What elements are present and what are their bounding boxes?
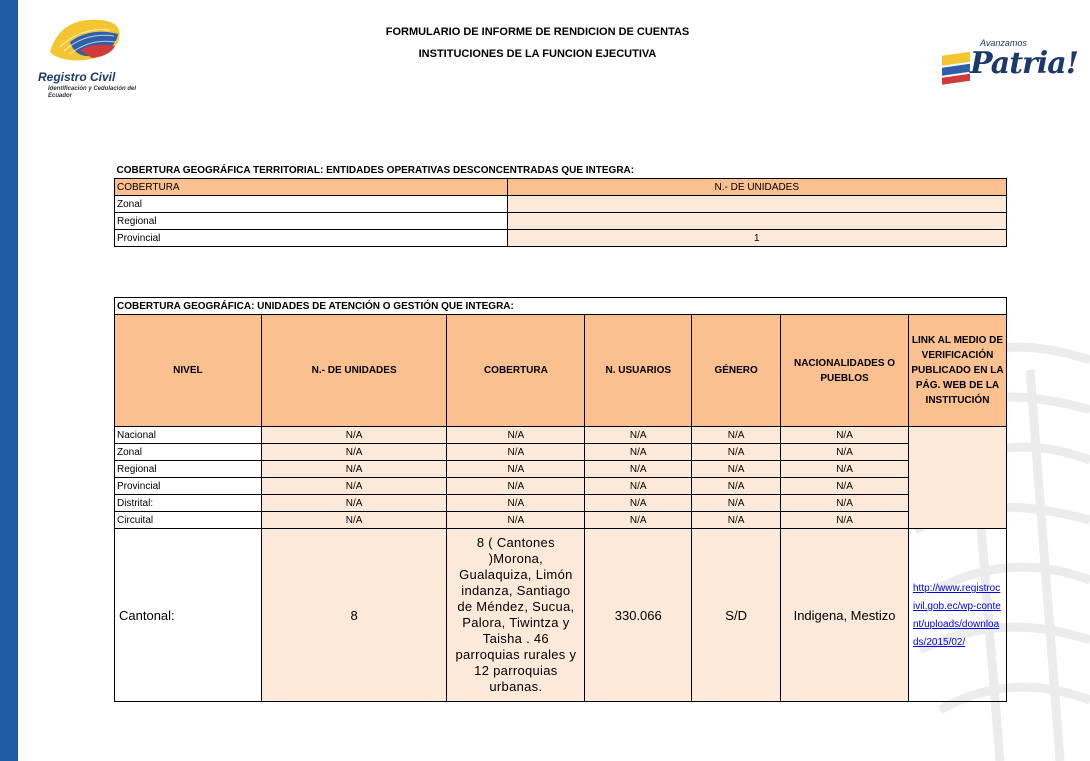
territorial-coverage-table <box>114 162 1007 247</box>
table-row <box>115 512 1007 529</box>
cell-genero: N/A <box>692 461 781 478</box>
cell-cobertura: N/A <box>447 461 585 478</box>
cell-nacionalidades: N/A <box>781 461 909 478</box>
table-row <box>115 444 1007 461</box>
table-row <box>115 196 1007 213</box>
cell-usuarios: N/A <box>585 444 692 461</box>
cell-genero: N/A <box>692 444 781 461</box>
header-nivel: NIVEL <box>115 315 262 427</box>
table-title-row <box>115 162 1007 179</box>
cell-usuarios: N/A <box>585 495 692 512</box>
table-row <box>115 461 1007 478</box>
registro-civil-logo <box>30 12 140 102</box>
header-cobertura: COBERTURA <box>447 315 585 427</box>
cell-unidades: N/A <box>261 512 447 529</box>
avanzamos-patria-logo <box>938 34 1078 89</box>
table-row <box>115 213 1007 230</box>
cell-link <box>908 529 1006 702</box>
cell-unidades: N/A <box>261 427 447 444</box>
table-row <box>115 495 1007 512</box>
cell-usuarios: N/A <box>585 478 692 495</box>
cell-usuarios: N/A <box>585 461 692 478</box>
cell-nivel: Zonal <box>115 444 262 461</box>
row-label: Zonal <box>115 196 508 213</box>
cell-genero: N/A <box>692 427 781 444</box>
cell-cobertura: N/A <box>447 427 585 444</box>
table-title-row <box>115 298 1007 315</box>
cell-nacionalidades: N/A <box>781 512 909 529</box>
table-header-row <box>115 315 1007 427</box>
cell-unidades: N/A <box>261 461 447 478</box>
registro-civil-emblem-icon <box>30 12 140 72</box>
cell-nivel: Circuital <box>115 512 262 529</box>
cell-cobertura: N/A <box>447 444 585 461</box>
cell-genero: S/D <box>692 529 781 702</box>
avanzamos-text: Avanzamos <box>980 38 1027 48</box>
row-label: Provincial <box>115 230 508 247</box>
cell-nacionalidades: N/A <box>781 478 909 495</box>
cell-link-empty <box>908 427 1006 529</box>
table-row <box>115 478 1007 495</box>
row-label: Regional <box>115 213 508 230</box>
cell-unidades: N/A <box>261 444 447 461</box>
cell-genero: N/A <box>692 512 781 529</box>
attention-units-table <box>114 297 1007 702</box>
cell-usuarios: 330.066 <box>585 529 692 702</box>
cell-unidades: N/A <box>261 495 447 512</box>
flag-stripes-icon <box>940 48 974 98</box>
header-cobertura: COBERTURA <box>115 179 508 196</box>
cell-unidades: 8 <box>261 529 447 702</box>
attention-units-title: COBERTURA GEOGRÁFICA: UNIDADES DE ATENCIÓN O GESTIÓN QUE INTEGRA: <box>115 298 1007 315</box>
cell-nivel: Regional <box>115 461 262 478</box>
cell-nacionalidades: N/A <box>781 427 909 444</box>
left-accent-bar <box>0 0 18 761</box>
cell-cobertura: N/A <box>447 478 585 495</box>
verification-link[interactable]: http://www.registrocivil.gob.ec/wp-content/uploads/downloads/2015/02/ <box>912 583 1001 648</box>
cell-nacionalidades: Indigena, Mestizo <box>781 529 909 702</box>
form-title: FORMULARIO DE INFORME DE RENDICION DE CUENTAS <box>385 26 690 38</box>
table-row <box>115 230 1007 247</box>
cell-nacionalidades: N/A <box>781 495 909 512</box>
cell-cobertura: N/A <box>447 495 585 512</box>
header-num-unidades: N.- DE UNIDADES <box>261 315 447 427</box>
row-value: 1 <box>507 230 1006 247</box>
form-subtitle: INSTITUCIONES DE LA FUNCION EJECUTIVA <box>418 48 657 60</box>
territorial-coverage-title: COBERTURA GEOGRÁFICA TERRITORIAL: ENTIDADES OPERATIVAS DESCONCENTRADAS QUE INTEGRA: <box>116 164 635 176</box>
cell-nivel: Nacional <box>115 427 262 444</box>
header-num-unidades: N.- DE UNIDADES <box>507 179 1006 196</box>
header-num-usuarios: N. USUARIOS <box>585 315 692 427</box>
cell-usuarios: N/A <box>585 427 692 444</box>
cell-genero: N/A <box>692 495 781 512</box>
header-link: LINK AL MEDIO DE VERIFICACIÓN PUBLICADO EN LA PÁG. WEB DE LA INSTITUCIÓN <box>908 315 1006 427</box>
header-genero: GÉNERO <box>692 315 781 427</box>
cell-nivel: Provincial <box>115 478 262 495</box>
cell-nivel: Cantonal: <box>115 529 262 702</box>
cell-nacionalidades: N/A <box>781 444 909 461</box>
cell-nivel: Distrital: <box>115 495 262 512</box>
cell-unidades: N/A <box>261 478 447 495</box>
cell-usuarios: N/A <box>585 512 692 529</box>
table-row-cantonal <box>115 529 1007 702</box>
cell-genero: N/A <box>692 478 781 495</box>
row-value <box>507 213 1006 230</box>
row-value <box>507 196 1006 213</box>
cell-cobertura: 8 ( Cantones )Morona, Gualaquiza, Limón indanza, Santiago de Méndez, Sucua, Palora, Tiwintza y Taisha . 46 parroquias rurales y 12 parroquias urbanas. <box>447 529 585 702</box>
cell-cobertura: N/A <box>447 512 585 529</box>
patria-text: Patria! <box>970 46 1078 81</box>
table-header-row <box>115 179 1007 196</box>
registro-civil-tagline: Identificación y Cedulación del Ecuador <box>48 86 137 99</box>
registro-civil-brand-text: Registro Civil <box>38 70 116 84</box>
table-row <box>115 427 1007 444</box>
header-nacionalidades: NACIONALIDADES O PUEBLOS <box>781 315 909 427</box>
